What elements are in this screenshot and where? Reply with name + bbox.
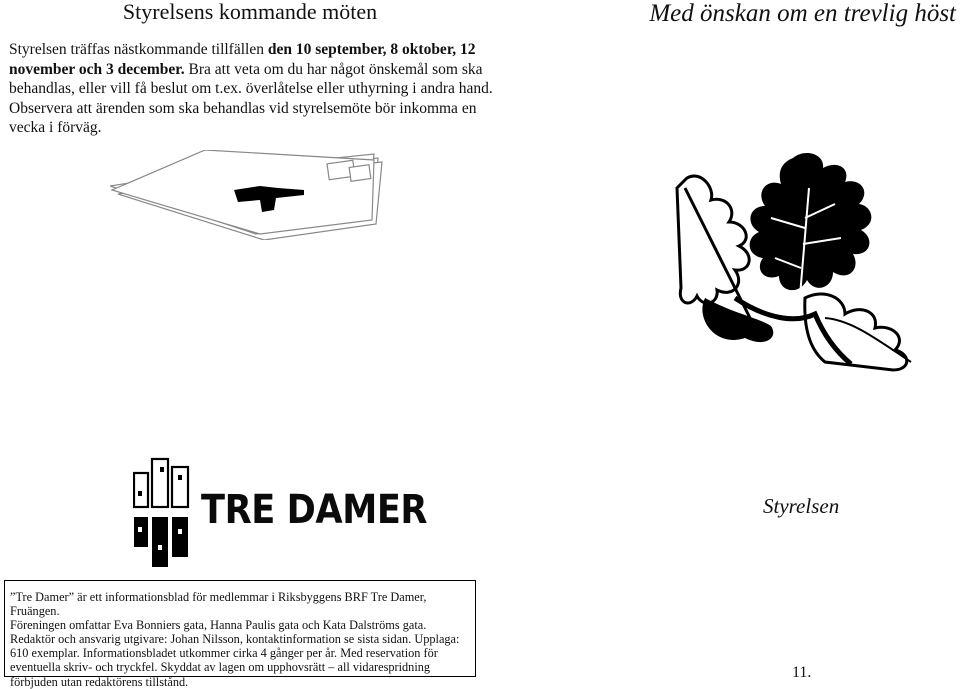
- envelopes-illustration-icon: [110, 150, 390, 240]
- section-heading-greeting: Med önskan om en trevlig höst: [649, 0, 956, 27]
- notice-dates: den 10 september, 8 oktober, 12 november och 3 december.: [9, 41, 476, 78]
- meeting-notice: [9, 40, 499, 138]
- info-line: ”Tre Damer” är ett informationsblad för medlemmar i Riksbyggens BRF Tre Damer, Fruängen.: [10, 590, 427, 619]
- logo-wordmark: TRE DAMER: [201, 487, 428, 533]
- page-number: 11.: [792, 664, 812, 681]
- tre-damer-logo-icon: [133, 457, 191, 567]
- signature: Styrelsen: [763, 494, 840, 518]
- oak-leaves-illustration-icon: [675, 148, 955, 376]
- publication-info-box: [4, 580, 476, 689]
- notice-lead: Styrelsen träffas nästkommande tillfällen: [9, 41, 268, 58]
- info-line: Föreningen omfattar Eva Bonniers gata, Hanna Paulis gata och Kata Dalströms gata. Redaktör och ansvarig utgivare: Johan Nilsson, kontaktinformation se sista sidan. Upplaga: 610 exemplar. Informationsbladet utkommer cirka 4 gånger per år. Med reservation för eventuella skriv- och tryckfel. Skyddat av lagen om upphovsrätt – all vidarespridning förbjuden utan redaktörens tillstånd.: [10, 618, 460, 689]
- notice-body: Bra att veta om du har något önskemål som ska behandlas, eller vill få beslut om t.ex. överlåtelse eller uthyrning i andra hand. Observera att ärenden som ska behandlas vid styrelsemöte bör inkomma en vecka i förväg.: [9, 60, 493, 136]
- section-heading-meetings: Styrelsens kommande möten: [122, 0, 378, 24]
